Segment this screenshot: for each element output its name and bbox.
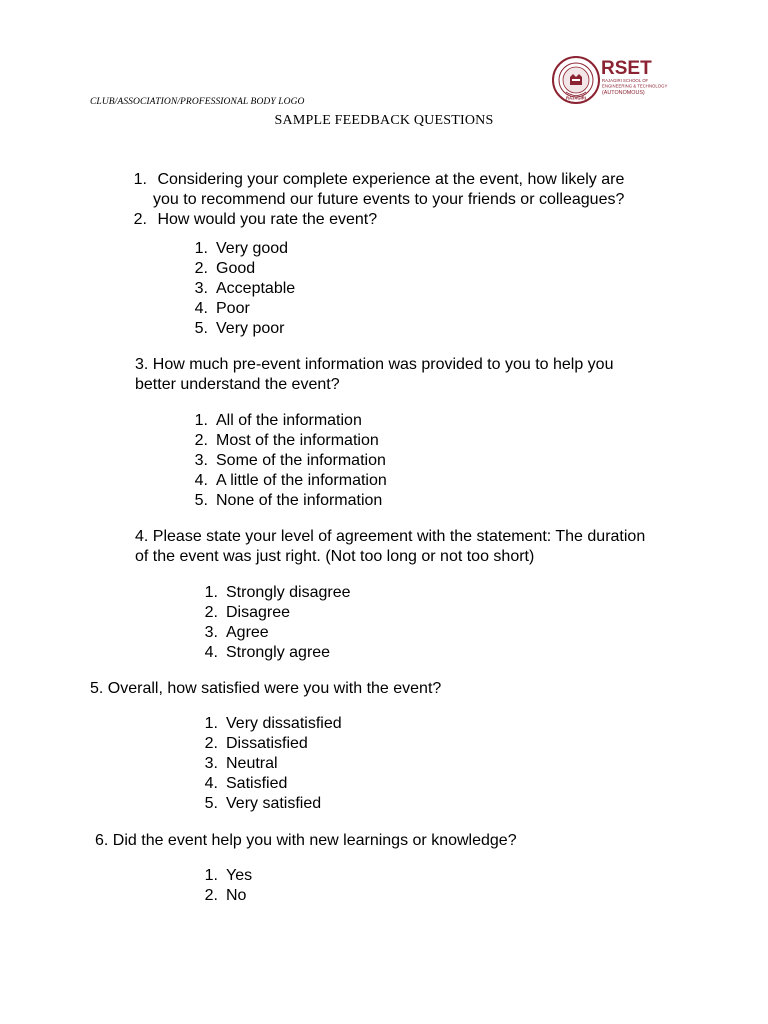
option-number: 2.	[204, 887, 218, 904]
question-2	[125, 210, 377, 230]
option-number: 3.	[204, 624, 218, 641]
option-number: 5.	[194, 320, 208, 337]
option-number: 2.	[204, 604, 218, 621]
option-item	[186, 239, 295, 259]
option-number: 2.	[194, 260, 208, 277]
option-number: 4.	[204, 775, 218, 792]
option-number: 5.	[204, 795, 218, 812]
option-label: Very dissatisfied	[226, 715, 342, 732]
option-label: Neutral	[226, 755, 278, 772]
option-label: A little of the information	[216, 472, 387, 489]
question-5-options	[196, 714, 342, 814]
option-number: 3.	[194, 280, 208, 297]
option-item	[196, 643, 351, 663]
option-item	[186, 411, 387, 431]
option-number: 4.	[194, 300, 208, 317]
question-3-options	[186, 411, 387, 511]
option-number: 4.	[204, 644, 218, 661]
option-number: 2.	[204, 735, 218, 752]
question-2-options	[186, 239, 295, 339]
option-number: 4.	[194, 472, 208, 489]
option-item	[186, 451, 387, 471]
question-text-line: How would you rate the event?	[157, 211, 378, 228]
option-label: Agree	[226, 624, 269, 641]
option-label: Very good	[216, 240, 289, 257]
page-title: SAMPLE FEEDBACK QUESTIONS	[274, 113, 494, 128]
rset-line1: RAJAGIRI SCHOOL OF	[602, 78, 649, 83]
option-number: 5.	[194, 492, 208, 509]
option-item	[186, 471, 387, 491]
question-4-line-2: of the event was just right. (Not too long or not too short)	[135, 548, 535, 565]
question-3-line-2: better understand the event?	[135, 376, 340, 393]
option-label: Satisfied	[226, 775, 288, 792]
question-number: 2.	[133, 211, 147, 228]
option-item	[186, 279, 295, 299]
question-4-options	[196, 583, 351, 663]
option-item	[196, 714, 342, 734]
question-text-line: Considering your complete experience at the event, how likely are	[157, 171, 625, 188]
option-label: Very satisfied	[226, 795, 322, 812]
option-label: Most of the information	[216, 432, 379, 449]
option-number: 1.	[194, 412, 208, 429]
option-number: 2.	[194, 432, 208, 449]
seal-icon	[553, 57, 599, 103]
option-item	[196, 603, 351, 623]
option-item	[196, 886, 252, 906]
option-number: 1.	[194, 240, 208, 257]
option-item	[196, 583, 351, 603]
option-item	[196, 866, 252, 886]
rset-line2: ENGINEERING & TECHNOLOGY	[602, 83, 668, 89]
option-item	[196, 774, 342, 794]
option-item	[186, 319, 295, 339]
question-5: 5. Overall, how satisfied were you with the event?	[90, 680, 442, 697]
question-1-line-2: you to recommend our future events to your friends or colleagues?	[153, 191, 625, 208]
rset-wordmark: RSET	[601, 58, 652, 79]
option-label: No	[226, 887, 247, 904]
option-item	[196, 754, 342, 774]
option-number: 1.	[204, 584, 218, 601]
option-item	[196, 623, 351, 643]
option-label: Dissatisfied	[226, 735, 308, 752]
club-logo-placeholder: CLUB/ASSOCIATION/PROFESSIONAL BODY LOGO	[90, 97, 305, 107]
option-number: 3.	[194, 452, 208, 469]
option-number: 3.	[204, 755, 218, 772]
option-label: Some of the information	[216, 452, 386, 469]
option-item	[186, 299, 295, 319]
option-label: Very poor	[216, 320, 285, 337]
option-label: Good	[216, 260, 256, 277]
question-3-line-1: 3. How much pre-event information was provided to you to help you	[135, 356, 614, 373]
option-item	[186, 259, 295, 279]
option-label: None of the information	[216, 492, 383, 509]
option-number: 1.	[204, 715, 218, 732]
question-6: 6. Did the event help you with new learnings or knowledge?	[95, 832, 517, 849]
option-item	[196, 794, 342, 814]
option-label: Disagree	[226, 604, 291, 621]
rset-logo	[552, 55, 672, 105]
option-label: Yes	[226, 867, 253, 884]
option-item	[186, 431, 387, 451]
question-1	[125, 170, 624, 190]
option-number: 1.	[204, 867, 218, 884]
seal-text: RAJAGIRI	[565, 95, 587, 101]
question-6-options	[196, 866, 252, 906]
option-item	[186, 491, 387, 511]
option-label: All of the information	[216, 412, 362, 429]
option-label: Strongly agree	[226, 644, 331, 661]
rset-line3: (AUTONOMOUS)	[602, 90, 645, 96]
option-label: Poor	[216, 300, 250, 317]
option-label: Strongly disagree	[226, 584, 351, 601]
question-number: 1.	[133, 171, 147, 188]
question-4-line-1: 4. Please state your level of agreement with the statement: The duration	[135, 528, 646, 545]
option-item	[196, 734, 342, 754]
option-label: Acceptable	[216, 280, 296, 297]
